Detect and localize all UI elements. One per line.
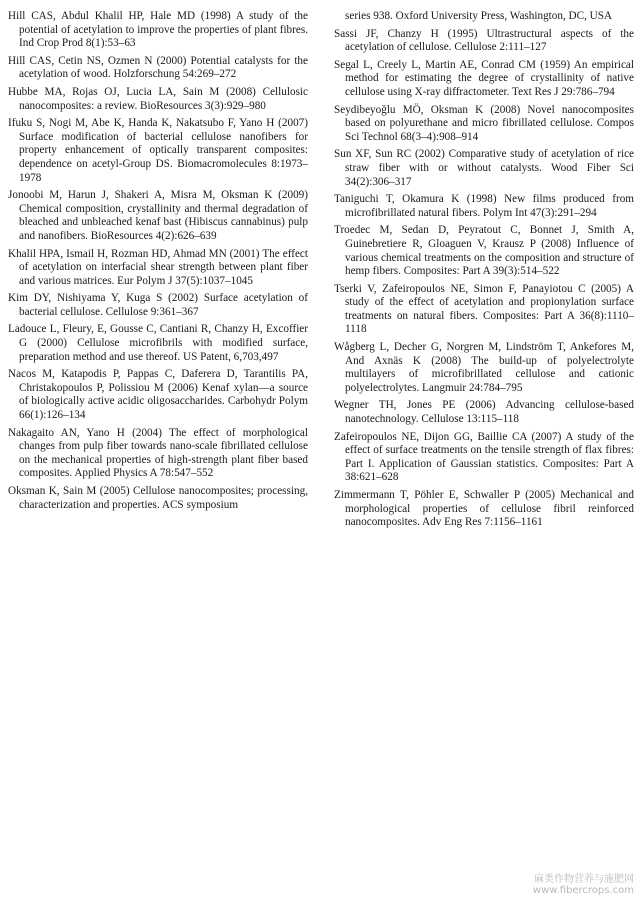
reference-entry: Zimmermann T, Pöhler E, Schwaller P (2005) Mechanical and morphological properties of cellulose fibril reinforced nanocomposites. Adv Eng Res 7:1156–1161 bbox=[334, 489, 634, 529]
site-watermark bbox=[533, 874, 634, 896]
reference-column-right bbox=[334, 10, 634, 534]
reference-entry: Jonoobi M, Harun J, Shakeri A, Misra M, Oksman K (2009) Chemical composition, crystallinity and thermal degradation of bleached and unbleached kenaf bast (Hibiscus cannabinus) pulp and nanofibers. BioResources 4(2):626–639 bbox=[8, 189, 308, 242]
reference-entry: Segal L, Creely L, Martin AE, Conrad CM (1959) An empirical method for estimating the degree of crystallinity of native cellulose using X-ray diffractometer. Text Res J 29:786–794 bbox=[334, 58, 634, 98]
reference-entry: Khalil HPA, Ismail H, Rozman HD, Ahmad MN (2001) The effect of acetylation on interfacial shear strength between plant fiber and various matrices. Eur Polym J 37(5):1037–1045 bbox=[8, 247, 308, 287]
reference-entry: Taniguchi T, Okamura K (1998) New films produced from microfibrillated natural fibers. Polym Int 47(3):291–294 bbox=[334, 193, 634, 219]
watermark-url: www.fibercrops.com bbox=[532, 885, 634, 896]
reference-entry: Seydibeyoğlu MÖ, Oksman K (2008) Novel nanocomposites based on polyurethane and micro fibrillated cellulose. Compos Sci Technol 68(3–4):908–914 bbox=[334, 103, 634, 143]
reference-entry: Kim DY, Nishiyama Y, Kuga S (2002) Surface acetylation of bacterial cellulose. Cellulose 9:361–367 bbox=[8, 292, 308, 318]
reference-entry: Zafeiropoulos NE, Dijon GG, Baillie CA (2007) A study of the effect of surface treatments on the tensile strength of flax fibres: Part I. Application of Gaussian statistics. Composites: Part A 38:621–628 bbox=[334, 430, 634, 484]
reference-entry: Wågberg L, Decher G, Norgren M, Lindström T, Ankefores M, And Axnäs K (2008) The build-up of polyelectrolyte multilayers of microfibrillated cellulose and cationic polyelectrolytes. Langmuir 24:784–795 bbox=[334, 341, 634, 394]
reference-entry: Oksman K, Sain M (2005) Cellulose nanocomposites; processing, characterization and properties. ACS symposium bbox=[8, 485, 308, 511]
reference-entry: Troedec M, Sedan D, Peyratout C, Bonnet J, Smith A, Guinebretiere R, Gloaguen V, Krausz P (2008) Influence of various chemical treatments on the composition and structure of hemp fibers. Composites: Part A 39(3):514–522 bbox=[334, 224, 634, 278]
reference-entry: Ladouce L, Fleury, E, Gousse C, Cantiani R, Chanzy H, Excoffier G (2000) Cellulose microfibrils with modified surface, preparation method and use thereof. US Patent, 6,703,497 bbox=[8, 323, 308, 363]
reference-entry: Tserki V, Zafeiropoulos NE, Simon F, Panayiotou C (2005) A study of the effect of acetylation and propionylation surface treatments on natural fibers. Composites: Part A 36(8):1110–1118 bbox=[334, 282, 634, 336]
reference-entry: Hill CAS, Abdul Khalil HP, Hale MD (1998) A study of the potential of acetylation to improve the properties of plant fibres. Ind Crop Prod 8(1):53–63 bbox=[8, 10, 308, 50]
watermark-site-name: 麻类作物营养与施肥网 bbox=[534, 874, 634, 885]
reference-entry-continuation: series 938. Oxford University Press, Washington, DC, USA bbox=[345, 10, 613, 22]
reference-entry: Hill CAS, Cetin NS, Ozmen N (2000) Potential catalysts for the acetylation of wood. Holzforschung 54:269–272 bbox=[8, 54, 308, 81]
reference-column-left bbox=[8, 10, 308, 516]
reference-entry: Sassi JF, Chanzy H (1995) Ultrastructural aspects of the acetylation of cellulose. Cellulose 2:111–127 bbox=[334, 27, 634, 54]
reference-entry: Ifuku S, Nogi M, Abe K, Handa K, Nakatsubo F, Yano H (2007) Surface modification of bacterial cellulose nanofibers for property enhancement of optically transparent composites: dependence on acetyl-Group DS. Biomacromolecules 8:1973–1978 bbox=[8, 117, 308, 184]
reference-entry: Hubbe MA, Rojas OJ, Lucia LA, Sain M (2008) Cellulosic nanocomposites: a review. BioResources 3(3):929–980 bbox=[8, 85, 308, 112]
reference-entry: Nacos M, Katapodis P, Pappas C, Daferera D, Tarantilis PA, Christakopoulos P, Polissiou M (2006) Kenaf xylan—a source of biologically active acidic oligosaccharides. Carbohydr Polym 66(1):126–134 bbox=[8, 368, 308, 422]
reference-entry: Sun XF, Sun RC (2002) Comparative study of acetylation of rice straw fiber with or without catalysts. Wood Fiber Sci 34(2):306–317 bbox=[334, 148, 634, 188]
reference-entry: Wegner TH, Jones PE (2006) Advancing cellulose-based nanotechnology. Cellulose 13:115–118 bbox=[334, 399, 634, 426]
reference-entry: Nakagaito AN, Yano H (2004) The effect of morphological changes from pulp fiber towards nano-scale fibrillated cellulose on the mechanical properties of high-strength plant fiber based composites. Applied Physics A 78:547–552 bbox=[8, 426, 308, 480]
